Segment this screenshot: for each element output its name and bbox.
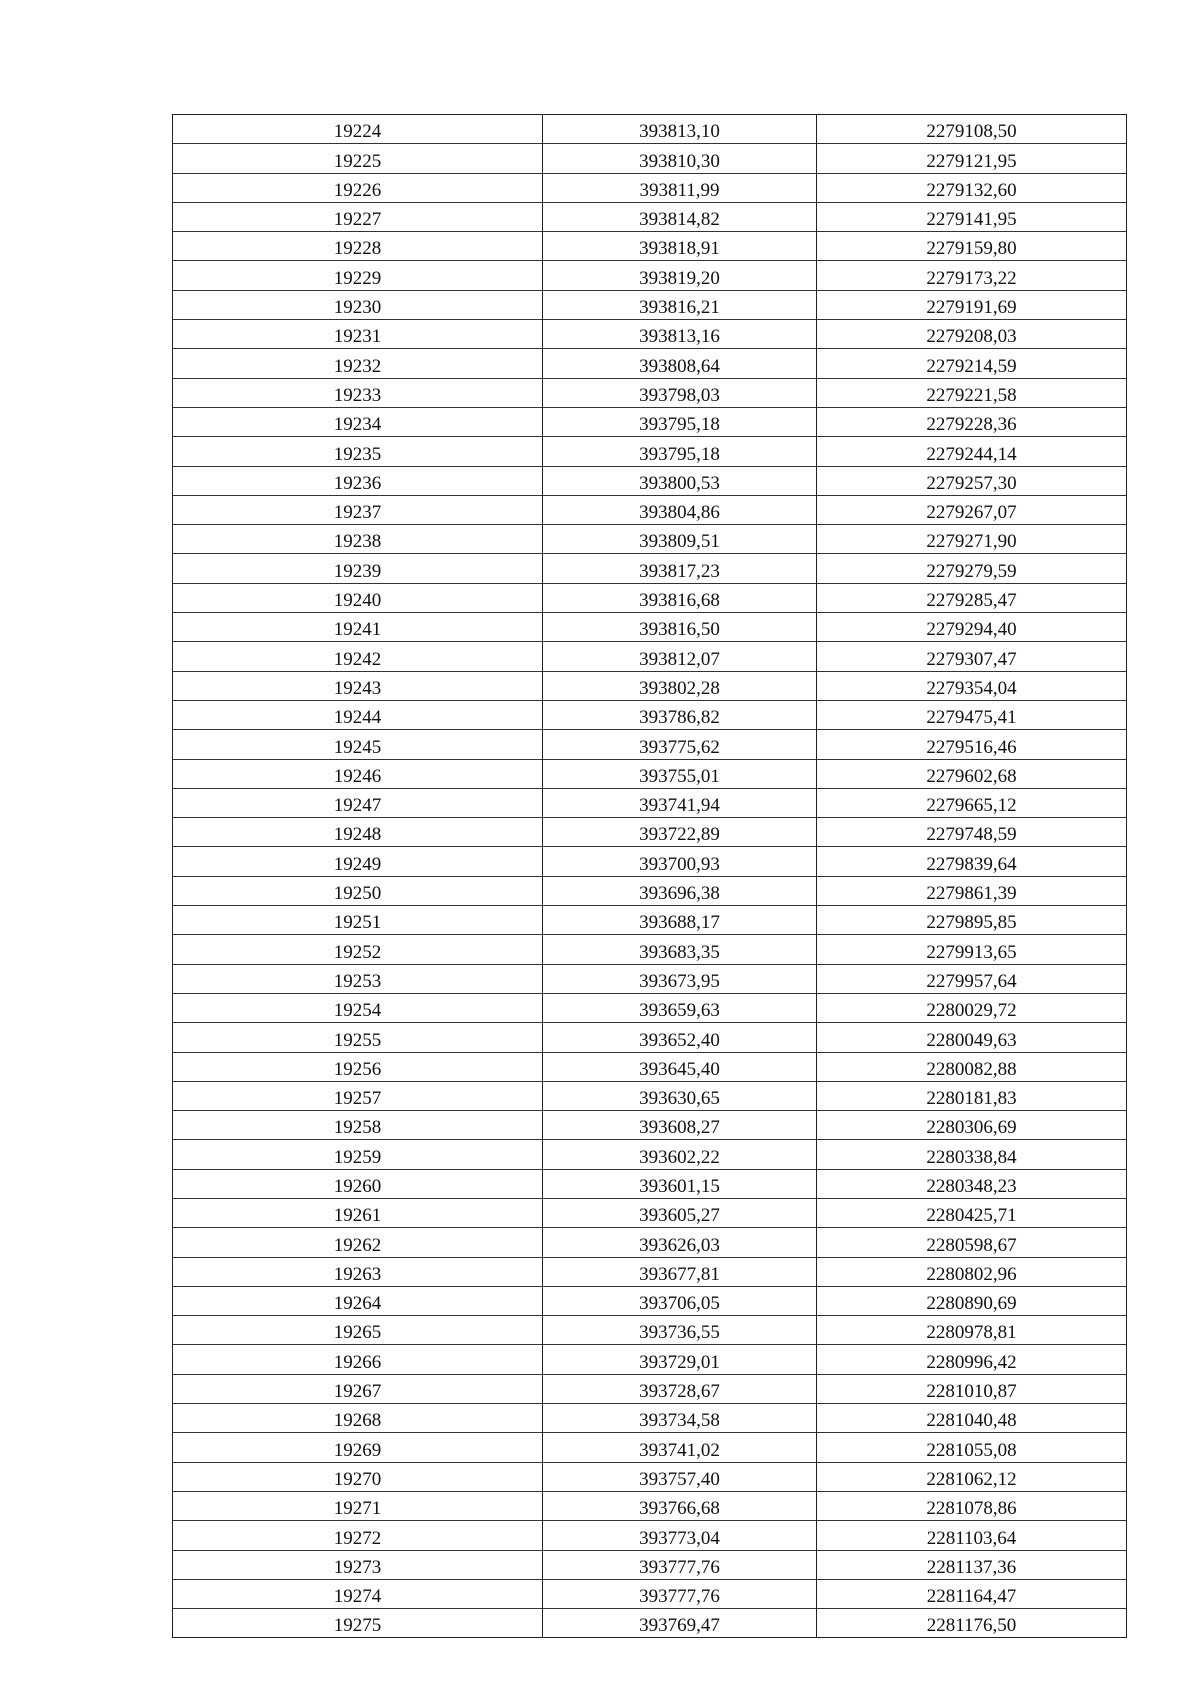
point-number-cell: 19240 xyxy=(173,583,543,612)
y-coordinate-cell: 2280425,71 xyxy=(817,1198,1127,1227)
y-coordinate-cell: 2280598,67 xyxy=(817,1228,1127,1257)
point-number-cell: 19269 xyxy=(173,1433,543,1462)
x-coordinate-cell: 393683,35 xyxy=(543,935,817,964)
x-coordinate-cell: 393816,68 xyxy=(543,583,817,612)
point-number-cell: 19268 xyxy=(173,1404,543,1433)
x-coordinate-cell: 393777,76 xyxy=(543,1579,817,1608)
x-coordinate-cell: 393608,27 xyxy=(543,1111,817,1140)
point-number-cell: 19257 xyxy=(173,1081,543,1110)
y-coordinate-cell: 2281010,87 xyxy=(817,1374,1127,1403)
y-coordinate-cell: 2279267,07 xyxy=(817,495,1127,524)
x-coordinate-cell: 393795,18 xyxy=(543,407,817,436)
y-coordinate-cell: 2279285,47 xyxy=(817,583,1127,612)
point-number-cell: 19265 xyxy=(173,1316,543,1345)
y-coordinate-cell: 2279307,47 xyxy=(817,642,1127,671)
x-coordinate-cell: 393741,02 xyxy=(543,1433,817,1462)
point-number-cell: 19231 xyxy=(173,320,543,349)
y-coordinate-cell: 2280802,96 xyxy=(817,1257,1127,1286)
point-number-cell: 19273 xyxy=(173,1550,543,1579)
y-coordinate-cell: 2280029,72 xyxy=(817,993,1127,1022)
point-number-cell: 19267 xyxy=(173,1374,543,1403)
y-coordinate-cell: 2279839,64 xyxy=(817,847,1127,876)
x-coordinate-cell: 393777,76 xyxy=(543,1550,817,1579)
point-number-cell: 19236 xyxy=(173,466,543,495)
point-number-cell: 19266 xyxy=(173,1345,543,1374)
y-coordinate-cell: 2281078,86 xyxy=(817,1491,1127,1520)
point-number-cell: 19226 xyxy=(173,173,543,202)
point-number-cell: 19253 xyxy=(173,964,543,993)
y-coordinate-cell: 2281164,47 xyxy=(817,1579,1127,1608)
table-row xyxy=(173,1286,1127,1315)
x-coordinate-cell: 393798,03 xyxy=(543,378,817,407)
x-coordinate-cell: 393688,17 xyxy=(543,906,817,935)
x-coordinate-cell: 393813,16 xyxy=(543,320,817,349)
x-coordinate-cell: 393706,05 xyxy=(543,1286,817,1315)
point-number-cell: 19224 xyxy=(173,115,543,144)
point-number-cell: 19237 xyxy=(173,495,543,524)
point-number-cell: 19274 xyxy=(173,1579,543,1608)
y-coordinate-cell: 2279214,59 xyxy=(817,349,1127,378)
y-coordinate-cell: 2281137,36 xyxy=(817,1550,1127,1579)
point-number-cell: 19258 xyxy=(173,1111,543,1140)
table-row xyxy=(173,818,1127,847)
x-coordinate-cell: 393818,91 xyxy=(543,232,817,261)
point-number-cell: 19261 xyxy=(173,1198,543,1227)
y-coordinate-cell: 2279208,03 xyxy=(817,320,1127,349)
table-row xyxy=(173,671,1127,700)
x-coordinate-cell: 393813,10 xyxy=(543,115,817,144)
x-coordinate-cell: 393677,81 xyxy=(543,1257,817,1286)
table-row xyxy=(173,1198,1127,1227)
x-coordinate-cell: 393741,94 xyxy=(543,788,817,817)
point-number-cell: 19243 xyxy=(173,671,543,700)
point-number-cell: 19229 xyxy=(173,261,543,290)
table-row xyxy=(173,788,1127,817)
table-row xyxy=(173,876,1127,905)
x-coordinate-cell: 393696,38 xyxy=(543,876,817,905)
y-coordinate-cell: 2279141,95 xyxy=(817,202,1127,231)
point-number-cell: 19244 xyxy=(173,700,543,729)
point-number-cell: 19256 xyxy=(173,1052,543,1081)
point-number-cell: 19241 xyxy=(173,613,543,642)
y-coordinate-cell: 2280181,83 xyxy=(817,1081,1127,1110)
y-coordinate-cell: 2281176,50 xyxy=(817,1609,1127,1638)
y-coordinate-cell: 2279191,69 xyxy=(817,290,1127,319)
x-coordinate-cell: 393700,93 xyxy=(543,847,817,876)
point-number-cell: 19255 xyxy=(173,1023,543,1052)
table-row xyxy=(173,1609,1127,1638)
point-number-cell: 19263 xyxy=(173,1257,543,1286)
x-coordinate-cell: 393808,64 xyxy=(543,349,817,378)
y-coordinate-cell: 2281103,64 xyxy=(817,1521,1127,1550)
table-row xyxy=(173,993,1127,1022)
x-coordinate-cell: 393816,50 xyxy=(543,613,817,642)
x-coordinate-cell: 393673,95 xyxy=(543,964,817,993)
y-coordinate-cell: 2280306,69 xyxy=(817,1111,1127,1140)
table-row xyxy=(173,407,1127,436)
point-number-cell: 19232 xyxy=(173,349,543,378)
y-coordinate-cell: 2279861,39 xyxy=(817,876,1127,905)
point-number-cell: 19270 xyxy=(173,1462,543,1491)
point-number-cell: 19262 xyxy=(173,1228,543,1257)
x-coordinate-cell: 393773,04 xyxy=(543,1521,817,1550)
point-number-cell: 19252 xyxy=(173,935,543,964)
point-number-cell: 19230 xyxy=(173,290,543,319)
table-row xyxy=(173,1374,1127,1403)
y-coordinate-cell: 2279354,04 xyxy=(817,671,1127,700)
point-number-cell: 19260 xyxy=(173,1169,543,1198)
y-coordinate-cell: 2281055,08 xyxy=(817,1433,1127,1462)
point-number-cell: 19245 xyxy=(173,730,543,759)
y-coordinate-cell: 2280348,23 xyxy=(817,1169,1127,1198)
table-row xyxy=(173,525,1127,554)
table-row xyxy=(173,202,1127,231)
table-row xyxy=(173,1081,1127,1110)
x-coordinate-cell: 393809,51 xyxy=(543,525,817,554)
point-number-cell: 19242 xyxy=(173,642,543,671)
coordinates-table xyxy=(172,114,1127,1638)
point-number-cell: 19239 xyxy=(173,554,543,583)
table-row xyxy=(173,613,1127,642)
table-row xyxy=(173,1023,1127,1052)
y-coordinate-cell: 2279475,41 xyxy=(817,700,1127,729)
table-row xyxy=(173,437,1127,466)
y-coordinate-cell: 2280049,63 xyxy=(817,1023,1127,1052)
point-number-cell: 19225 xyxy=(173,144,543,173)
point-number-cell: 19271 xyxy=(173,1491,543,1520)
table-row xyxy=(173,1257,1127,1286)
y-coordinate-cell: 2281040,48 xyxy=(817,1404,1127,1433)
table-row xyxy=(173,173,1127,202)
table-row xyxy=(173,1404,1127,1433)
y-coordinate-cell: 2280996,42 xyxy=(817,1345,1127,1374)
x-coordinate-cell: 393605,27 xyxy=(543,1198,817,1227)
point-number-cell: 19259 xyxy=(173,1140,543,1169)
table-row xyxy=(173,1550,1127,1579)
x-coordinate-cell: 393795,18 xyxy=(543,437,817,466)
x-coordinate-cell: 393817,23 xyxy=(543,554,817,583)
table-row xyxy=(173,261,1127,290)
table-row xyxy=(173,1345,1127,1374)
table-row xyxy=(173,759,1127,788)
y-coordinate-cell: 2279957,64 xyxy=(817,964,1127,993)
table-row xyxy=(173,349,1127,378)
table-row xyxy=(173,495,1127,524)
table-row xyxy=(173,232,1127,261)
y-coordinate-cell: 2279271,90 xyxy=(817,525,1127,554)
table-row xyxy=(173,583,1127,612)
table-row xyxy=(173,290,1127,319)
table-row xyxy=(173,144,1127,173)
x-coordinate-cell: 393729,01 xyxy=(543,1345,817,1374)
y-coordinate-cell: 2279173,22 xyxy=(817,261,1127,290)
table-row xyxy=(173,642,1127,671)
y-coordinate-cell: 2279279,59 xyxy=(817,554,1127,583)
point-number-cell: 19247 xyxy=(173,788,543,817)
table-row xyxy=(173,1052,1127,1081)
y-coordinate-cell: 2279159,80 xyxy=(817,232,1127,261)
y-coordinate-cell: 2279913,65 xyxy=(817,935,1127,964)
point-number-cell: 19248 xyxy=(173,818,543,847)
point-number-cell: 19250 xyxy=(173,876,543,905)
table-row xyxy=(173,847,1127,876)
x-coordinate-cell: 393645,40 xyxy=(543,1052,817,1081)
point-number-cell: 19275 xyxy=(173,1609,543,1638)
point-number-cell: 19227 xyxy=(173,202,543,231)
point-number-cell: 19251 xyxy=(173,906,543,935)
point-number-cell: 19228 xyxy=(173,232,543,261)
x-coordinate-cell: 393812,07 xyxy=(543,642,817,671)
table-row xyxy=(173,1228,1127,1257)
y-coordinate-cell: 2279108,50 xyxy=(817,115,1127,144)
x-coordinate-cell: 393602,22 xyxy=(543,1140,817,1169)
point-number-cell: 19235 xyxy=(173,437,543,466)
x-coordinate-cell: 393734,58 xyxy=(543,1404,817,1433)
table-row xyxy=(173,700,1127,729)
table-row xyxy=(173,964,1127,993)
x-coordinate-cell: 393659,63 xyxy=(543,993,817,1022)
y-coordinate-cell: 2279294,40 xyxy=(817,613,1127,642)
y-coordinate-cell: 2279121,95 xyxy=(817,144,1127,173)
table-row xyxy=(173,935,1127,964)
point-number-cell: 19264 xyxy=(173,1286,543,1315)
x-coordinate-cell: 393626,03 xyxy=(543,1228,817,1257)
x-coordinate-cell: 393757,40 xyxy=(543,1462,817,1491)
x-coordinate-cell: 393810,30 xyxy=(543,144,817,173)
x-coordinate-cell: 393769,47 xyxy=(543,1609,817,1638)
x-coordinate-cell: 393786,82 xyxy=(543,700,817,729)
y-coordinate-cell: 2280890,69 xyxy=(817,1286,1127,1315)
y-coordinate-cell: 2279257,30 xyxy=(817,466,1127,495)
y-coordinate-cell: 2279228,36 xyxy=(817,407,1127,436)
y-coordinate-cell: 2281062,12 xyxy=(817,1462,1127,1491)
table-row xyxy=(173,320,1127,349)
point-number-cell: 19234 xyxy=(173,407,543,436)
point-number-cell: 19272 xyxy=(173,1521,543,1550)
x-coordinate-cell: 393722,89 xyxy=(543,818,817,847)
x-coordinate-cell: 393775,62 xyxy=(543,730,817,759)
point-number-cell: 19246 xyxy=(173,759,543,788)
table-row xyxy=(173,1491,1127,1520)
y-coordinate-cell: 2279665,12 xyxy=(817,788,1127,817)
x-coordinate-cell: 393814,82 xyxy=(543,202,817,231)
y-coordinate-cell: 2279516,46 xyxy=(817,730,1127,759)
table-row xyxy=(173,378,1127,407)
x-coordinate-cell: 393819,20 xyxy=(543,261,817,290)
table-row xyxy=(173,1111,1127,1140)
table-row xyxy=(173,1521,1127,1550)
table-row xyxy=(173,906,1127,935)
coordinates-table-body xyxy=(173,115,1127,1638)
y-coordinate-cell: 2279895,85 xyxy=(817,906,1127,935)
x-coordinate-cell: 393804,86 xyxy=(543,495,817,524)
table-row xyxy=(173,1433,1127,1462)
table-row xyxy=(173,1462,1127,1491)
y-coordinate-cell: 2280082,88 xyxy=(817,1052,1127,1081)
point-number-cell: 19249 xyxy=(173,847,543,876)
table-row xyxy=(173,554,1127,583)
y-coordinate-cell: 2279132,60 xyxy=(817,173,1127,202)
y-coordinate-cell: 2280978,81 xyxy=(817,1316,1127,1345)
point-number-cell: 19233 xyxy=(173,378,543,407)
table-row xyxy=(173,115,1127,144)
table-row xyxy=(173,1316,1127,1345)
x-coordinate-cell: 393601,15 xyxy=(543,1169,817,1198)
table-row xyxy=(173,1169,1127,1198)
x-coordinate-cell: 393766,68 xyxy=(543,1491,817,1520)
point-number-cell: 19254 xyxy=(173,993,543,1022)
x-coordinate-cell: 393816,21 xyxy=(543,290,817,319)
x-coordinate-cell: 393736,55 xyxy=(543,1316,817,1345)
x-coordinate-cell: 393811,99 xyxy=(543,173,817,202)
table-row xyxy=(173,730,1127,759)
y-coordinate-cell: 2279244,14 xyxy=(817,437,1127,466)
table-row xyxy=(173,1140,1127,1169)
y-coordinate-cell: 2279748,59 xyxy=(817,818,1127,847)
y-coordinate-cell: 2279221,58 xyxy=(817,378,1127,407)
x-coordinate-cell: 393630,65 xyxy=(543,1081,817,1110)
x-coordinate-cell: 393728,67 xyxy=(543,1374,817,1403)
y-coordinate-cell: 2279602,68 xyxy=(817,759,1127,788)
table-row xyxy=(173,1579,1127,1608)
table-row xyxy=(173,466,1127,495)
x-coordinate-cell: 393652,40 xyxy=(543,1023,817,1052)
x-coordinate-cell: 393802,28 xyxy=(543,671,817,700)
y-coordinate-cell: 2280338,84 xyxy=(817,1140,1127,1169)
point-number-cell: 19238 xyxy=(173,525,543,554)
x-coordinate-cell: 393755,01 xyxy=(543,759,817,788)
x-coordinate-cell: 393800,53 xyxy=(543,466,817,495)
